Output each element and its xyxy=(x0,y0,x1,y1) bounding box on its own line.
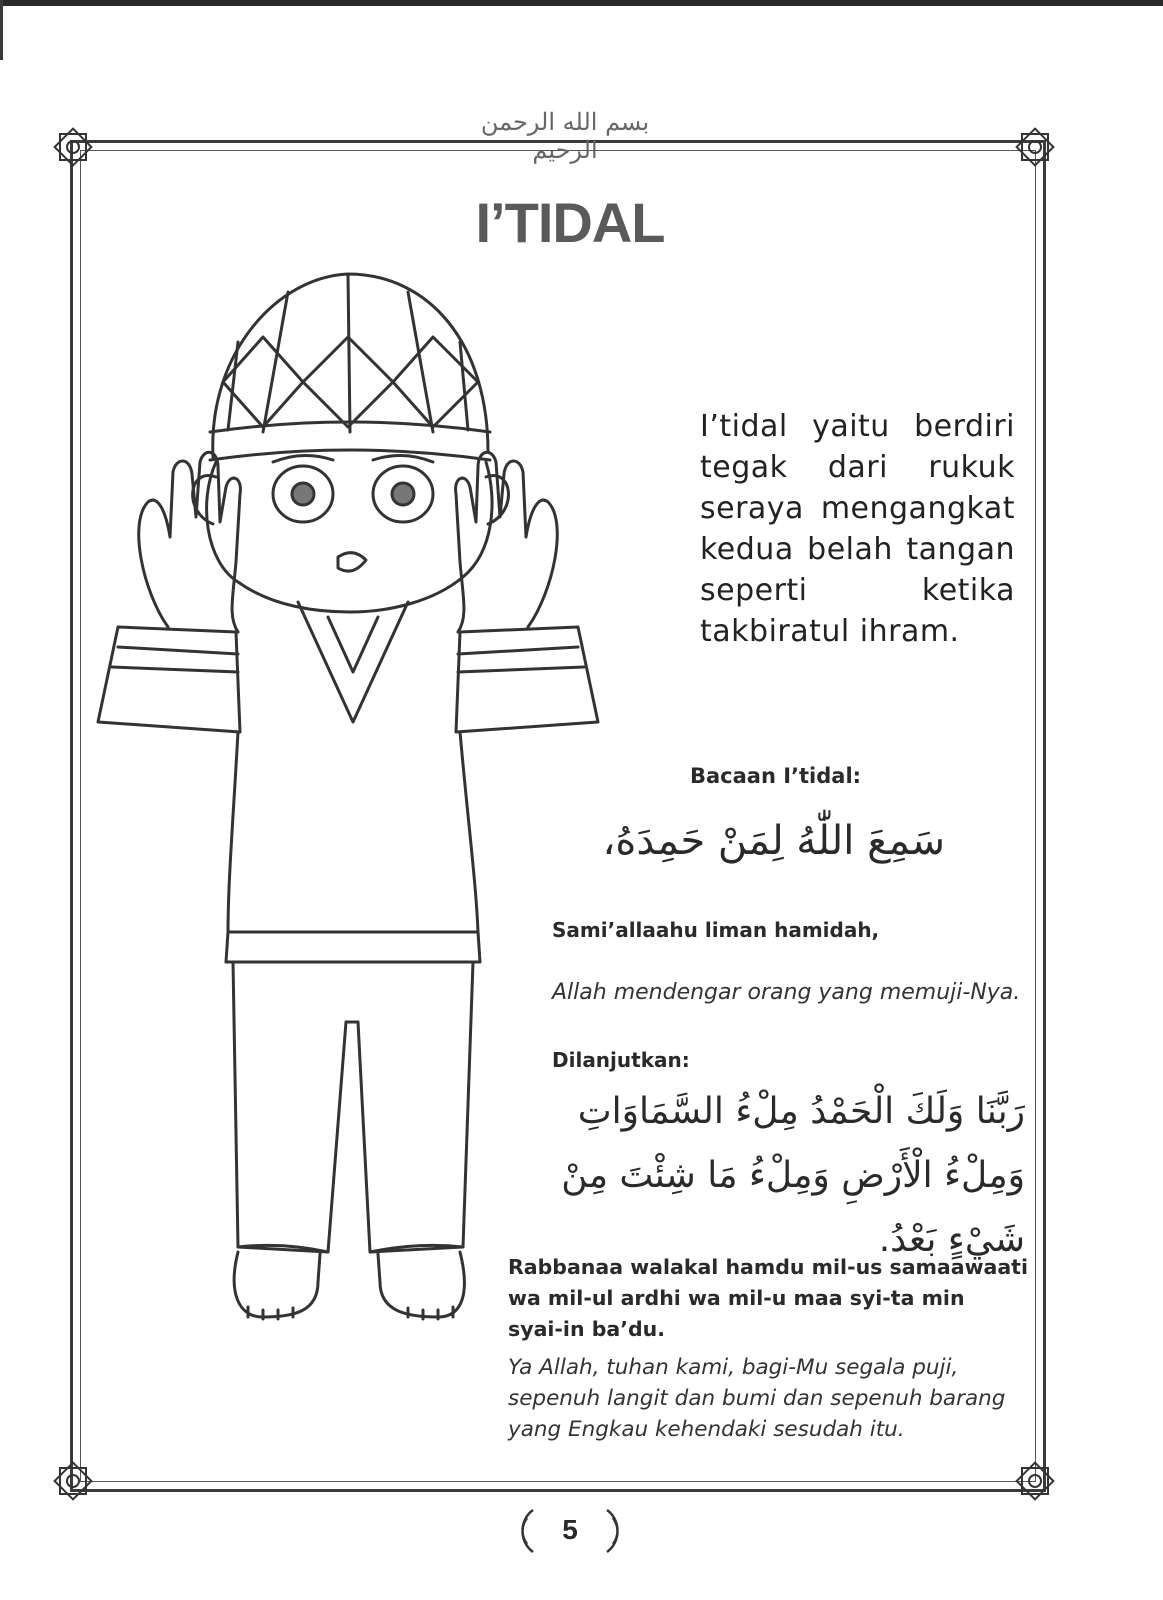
scan-top-edge xyxy=(0,0,1163,6)
ornamental-bracket-icon xyxy=(603,1506,625,1556)
arabic-recitation-2 xyxy=(500,1080,1025,1272)
arabic-recitation-1: سَمِعَ اللّٰهُ لِمَنْ حَمِدَهُ، xyxy=(602,818,945,864)
description-text: I’tidal yaitu berdiri tegak dari rukuk seraya mengangkat kedua belah tangan seperti ketika takbiratul ihram. xyxy=(700,409,1015,649)
arabic-recitation-2-line-1: رَبَّنَا وَلَكَ الْحَمْدُ مِلْءُ السَّمَاوَاتِ xyxy=(577,1091,1025,1132)
star-ornament-icon xyxy=(48,122,98,172)
page-title: I’TIDAL xyxy=(475,191,665,254)
dilanjutkan-label: Dilanjutkan: xyxy=(552,1048,690,1072)
transliteration-1: Sami’allaahu liman hamidah, xyxy=(552,918,880,942)
page-number: 5 xyxy=(562,1514,578,1545)
star-ornament-icon xyxy=(48,1456,98,1506)
meaning-2: Ya Allah, tuhan kami, bagi-Mu segala puji, sepenuh langit dan bumi dan sepenuh barang yang Engkau kehendaki sesudah itu. xyxy=(508,1355,1006,1442)
star-ornament-icon xyxy=(1010,1456,1060,1506)
transliteration-2: Rabbanaa walakal hamdu mil-us samaawaati wa mil-ul ardhi wa mil-u maa syi-ta min syai-in ba’du. xyxy=(508,1255,1029,1341)
bacaan-label: Bacaan I’tidal: xyxy=(690,764,862,788)
arabic-recitation-2-line-2: وَمِلْءُ الْأَرْضِ وَمِلْءُ مَا شِئْتَ مِنْ شَيْءٍ بَعْدُ. xyxy=(561,1155,1025,1260)
star-ornament-icon xyxy=(1010,122,1060,172)
scan-left-edge xyxy=(0,0,3,60)
meaning-1: Allah mendengar orang yang memuji-Nya. xyxy=(552,980,1021,1005)
page-number-container xyxy=(515,1506,625,1556)
basmalah-calligraphy: بسم الله الرحمن الرحيم xyxy=(480,108,650,164)
